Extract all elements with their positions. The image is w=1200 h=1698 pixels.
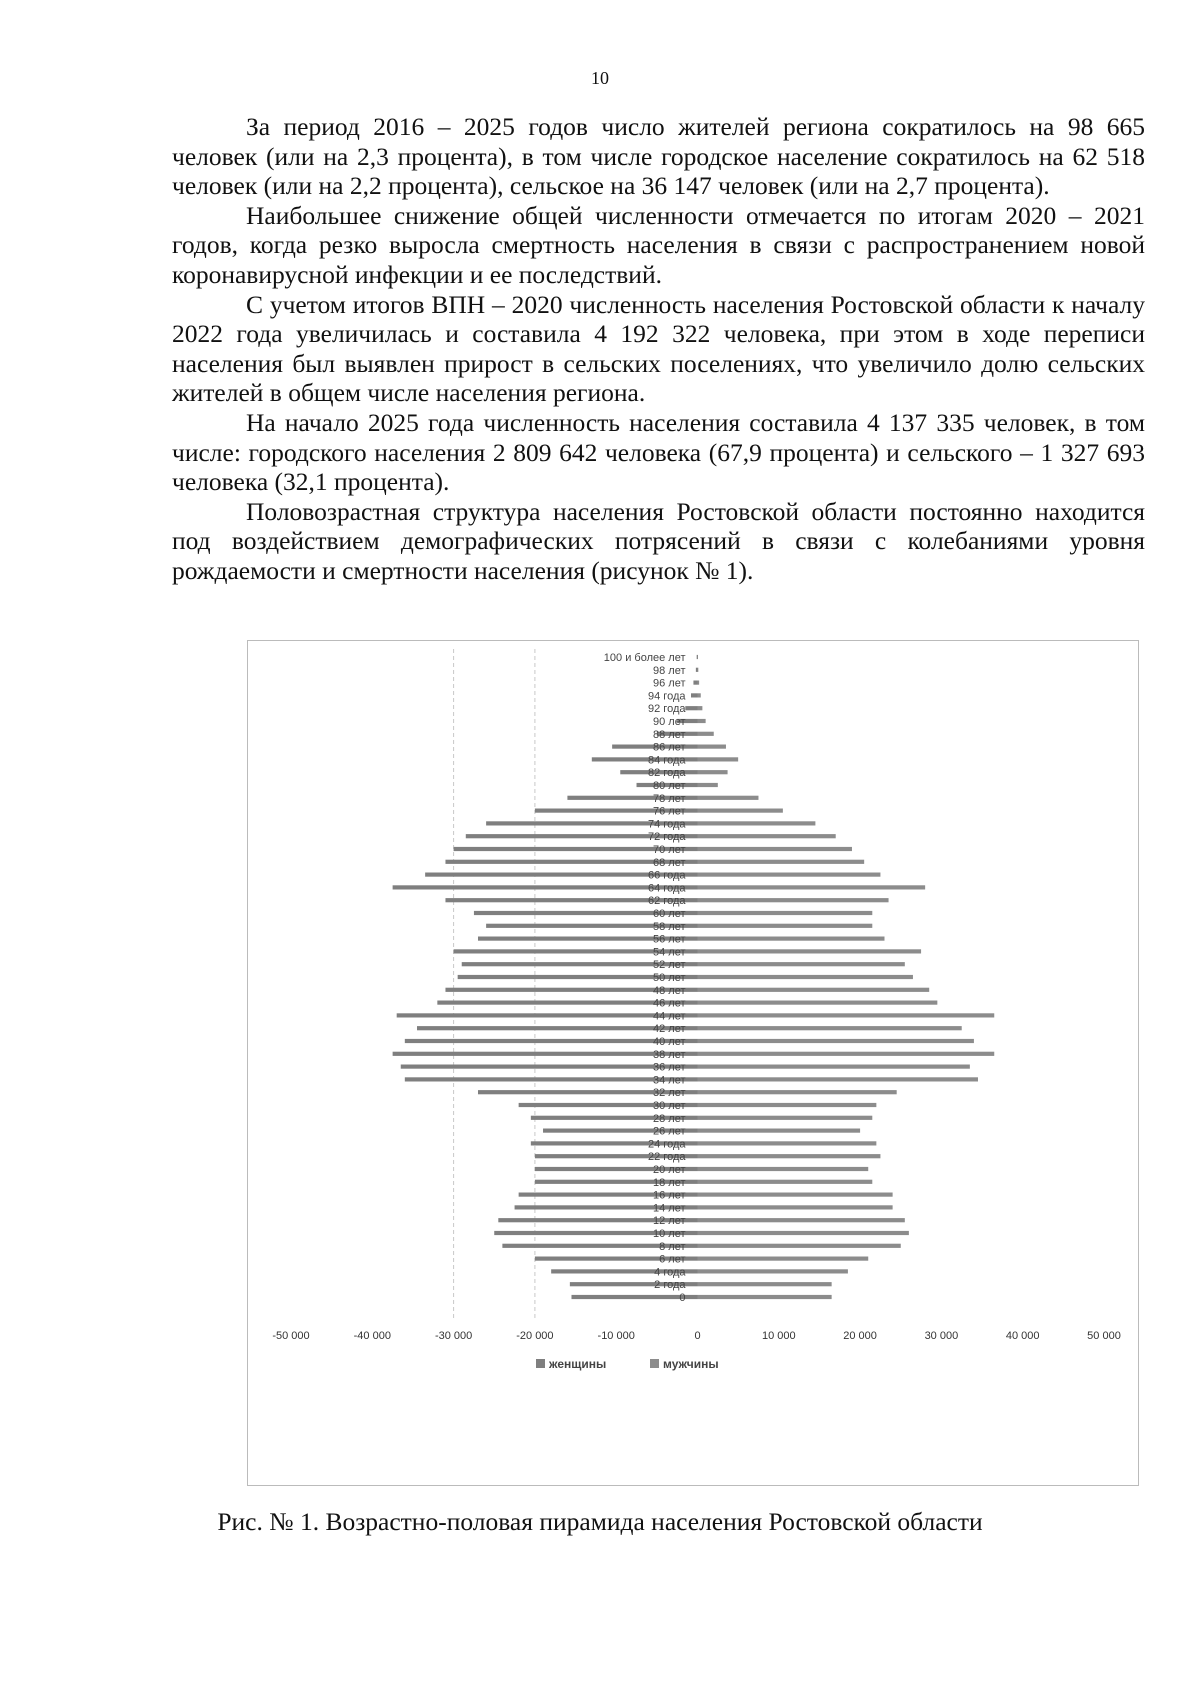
age-category-label: 88 лет bbox=[652, 728, 686, 741]
age-category-label: 18 лет bbox=[652, 1176, 686, 1189]
men-bar bbox=[698, 911, 873, 915]
age-category-label: 72 года bbox=[648, 831, 686, 844]
age-category-label: 96 лет bbox=[652, 677, 686, 690]
legend-men-label: мужчины bbox=[663, 1357, 719, 1371]
age-category-label: 78 лет bbox=[652, 792, 686, 805]
x-tick-label: 20 000 bbox=[843, 1330, 877, 1342]
x-tick-label: -50 000 bbox=[272, 1330, 310, 1342]
men-bar bbox=[698, 975, 913, 979]
age-category-label: 60 лет bbox=[652, 908, 686, 920]
men-bar bbox=[698, 1052, 995, 1056]
men-bar bbox=[698, 1090, 897, 1094]
age-category-label: 80 лет bbox=[652, 780, 686, 792]
men-bar bbox=[698, 745, 726, 749]
x-tick-label: -10 000 bbox=[597, 1330, 635, 1342]
age-category-label: 100 и более лет bbox=[603, 652, 686, 664]
men-bar bbox=[698, 860, 865, 864]
age-category-label: 86 лет bbox=[652, 741, 686, 754]
age-category-label: 40 лет bbox=[652, 1036, 686, 1048]
men-bar bbox=[698, 937, 885, 941]
women-bar bbox=[393, 1052, 698, 1056]
age-category-label: 84 года bbox=[648, 754, 686, 767]
men-bar bbox=[698, 834, 836, 838]
age-category-label: 56 лет bbox=[652, 933, 686, 946]
men-bar bbox=[698, 924, 873, 928]
age-category-label: 26 лет bbox=[652, 1125, 686, 1138]
age-category-label: 42 лет bbox=[652, 1023, 686, 1036]
legend-women-label: женщины bbox=[549, 1357, 607, 1371]
men-bar bbox=[698, 719, 706, 723]
men-bar bbox=[698, 1001, 938, 1005]
paragraph-5: Половозрастная структура населения Ростовской области постоянно находится под воздействием демографических потрясений в связи с колебаниями уровня рождаемости и смертности населения (рисунок № 1). bbox=[172, 496, 1145, 585]
men-bar bbox=[698, 757, 739, 761]
men-bar bbox=[698, 1231, 909, 1235]
men-bar bbox=[698, 988, 930, 992]
x-tick-label: 0 bbox=[694, 1330, 701, 1342]
men-bar bbox=[698, 1180, 873, 1184]
paragraph-4: На начало 2025 года численность населения составила 4 137 335 человек, в том числе: городского населения 2 809 642 человека (67,9 процента) и сельского – 1 327 693 человека (32,1 процента). bbox=[172, 407, 1145, 497]
age-category-label: 76 лет bbox=[652, 805, 686, 818]
age-category-label: 36 лет bbox=[652, 1061, 686, 1074]
men-bar bbox=[698, 1282, 832, 1286]
x-tick-label: -30 000 bbox=[434, 1330, 473, 1342]
men-bar bbox=[698, 732, 714, 736]
age-category-label: 6 лет bbox=[659, 1253, 686, 1266]
body-text bbox=[172, 112, 1145, 586]
x-tick-label: -40 000 bbox=[353, 1330, 391, 1342]
men-bar bbox=[698, 1103, 877, 1107]
age-category-label: 0 bbox=[679, 1292, 686, 1304]
age-category-label: 14 лет bbox=[652, 1202, 686, 1215]
men-bar bbox=[698, 668, 699, 672]
men-bar bbox=[698, 1154, 881, 1158]
age-category-label: 94 года bbox=[648, 690, 686, 703]
age-category-label: 68 лет bbox=[652, 856, 686, 869]
men-bar bbox=[698, 847, 852, 851]
men-bar bbox=[698, 809, 783, 813]
age-category-label: 4 года bbox=[654, 1266, 686, 1279]
women-bar bbox=[685, 706, 697, 710]
men-bar bbox=[698, 681, 700, 685]
x-tick-label: 30 000 bbox=[924, 1330, 959, 1342]
men-bar bbox=[698, 821, 816, 825]
men-bar bbox=[698, 1244, 901, 1248]
age-category-label: 48 лет bbox=[652, 984, 686, 997]
men-bar bbox=[698, 1205, 893, 1209]
age-category-label: 20 лет bbox=[652, 1164, 686, 1176]
age-category-label: 64 года bbox=[648, 882, 686, 895]
men-bar bbox=[698, 873, 881, 877]
age-category-label: 50 лет bbox=[652, 972, 686, 984]
men-bar bbox=[698, 1218, 905, 1222]
age-category-label: 98 лет bbox=[652, 664, 686, 677]
age-category-label: 62 года bbox=[648, 895, 686, 908]
men-bar bbox=[698, 655, 699, 659]
women-bar bbox=[693, 681, 697, 685]
men-bar bbox=[698, 770, 728, 774]
men-bar bbox=[698, 1129, 861, 1133]
age-category-label: 10 лет bbox=[652, 1228, 686, 1240]
age-category-label: 24 года bbox=[648, 1138, 686, 1151]
x-tick-label: 50 000 bbox=[1087, 1330, 1121, 1342]
men-bar bbox=[698, 796, 759, 800]
men-bar bbox=[698, 693, 701, 697]
women-bar bbox=[697, 655, 698, 659]
age-category-label: 2 года bbox=[654, 1279, 686, 1292]
page-number: 10 bbox=[591, 68, 609, 88]
age-category-label: 28 лет bbox=[652, 1112, 686, 1125]
age-category-label: 44 лет bbox=[652, 1010, 686, 1023]
age-category-label: 70 лет bbox=[652, 844, 686, 856]
paragraph-2: Наибольшее снижение общей численности отмечается по итогам 2020 – 2021 годов, когда резко выросла смертность населения в связи с распространением новой коронавирусной инфекции и ее последствий. bbox=[172, 200, 1145, 289]
population-pyramid-figure bbox=[247, 640, 1139, 1486]
age-category-label: 34 лет bbox=[652, 1074, 686, 1087]
age-category-label: 82 года bbox=[648, 767, 686, 780]
x-tick-label: -20 000 bbox=[516, 1330, 554, 1342]
legend-women-swatch bbox=[536, 1359, 545, 1368]
age-category-label: 90 лет bbox=[652, 716, 686, 728]
age-category-label: 22 года bbox=[648, 1151, 686, 1164]
men-bar bbox=[698, 898, 889, 902]
men-bar bbox=[698, 1039, 974, 1043]
age-category-label: 32 лет bbox=[652, 1087, 686, 1100]
figure-caption: Рис. № 1. Возрастно-половая пирамида населения Ростовской области bbox=[217, 1507, 983, 1536]
women-bar bbox=[696, 668, 698, 672]
men-bar bbox=[698, 1269, 848, 1273]
men-bar bbox=[698, 1167, 869, 1171]
men-bar bbox=[698, 783, 718, 787]
x-tick-label: 40 000 bbox=[1005, 1330, 1040, 1342]
paragraph-3: С учетом итогов ВПН – 2020 численность населения Ростовской области к началу 2022 года увеличилась и составила 4 192 322 человека, при этом в ходе переписи населения был выявлен прирост в сельских поселениях, что увеличило долю сельских жителей в общем числе населения региона. bbox=[172, 289, 1145, 408]
men-bar bbox=[698, 1026, 962, 1030]
age-category-label: 12 лет bbox=[652, 1215, 686, 1228]
men-bar bbox=[698, 962, 905, 966]
men-bar bbox=[698, 1257, 869, 1261]
men-bar bbox=[698, 706, 703, 710]
legend-men-swatch bbox=[650, 1359, 659, 1368]
age-category-label: 30 лет bbox=[652, 1100, 686, 1112]
age-category-label: 38 лет bbox=[652, 1048, 686, 1061]
men-bar bbox=[698, 949, 922, 953]
men-bar bbox=[698, 885, 926, 889]
women-bar bbox=[691, 693, 698, 697]
age-category-label: 54 лет bbox=[652, 946, 686, 959]
age-category-label: 74 года bbox=[648, 818, 686, 831]
men-bar bbox=[698, 1013, 995, 1017]
men-bar bbox=[698, 1193, 893, 1197]
age-category-label: 46 лет bbox=[652, 997, 686, 1010]
age-category-label: 8 лет bbox=[659, 1240, 686, 1253]
age-category-label: 66 года bbox=[648, 869, 686, 882]
age-category-label: 58 лет bbox=[652, 920, 686, 933]
men-bar bbox=[698, 1077, 978, 1081]
population-pyramid-chart bbox=[248, 641, 1138, 1485]
age-category-label: 16 лет bbox=[652, 1189, 686, 1202]
men-bar bbox=[698, 1141, 877, 1145]
men-bar bbox=[698, 1116, 873, 1120]
age-category-label: 52 лет bbox=[652, 959, 686, 972]
x-tick-label: 10 000 bbox=[761, 1330, 796, 1342]
men-bar bbox=[698, 1065, 970, 1069]
men-bar bbox=[698, 1295, 832, 1299]
paragraph-1: За период 2016 – 2025 годов число жителей региона сократилось на 98 665 человек (или на 2,3 процента), в том числе городское население сократилось на 62 518 человек (или на 2,2 процента), сельское на 36 147 человек (или на 2,7 процента). bbox=[172, 112, 1145, 201]
age-category-label: 92 года bbox=[648, 703, 686, 716]
